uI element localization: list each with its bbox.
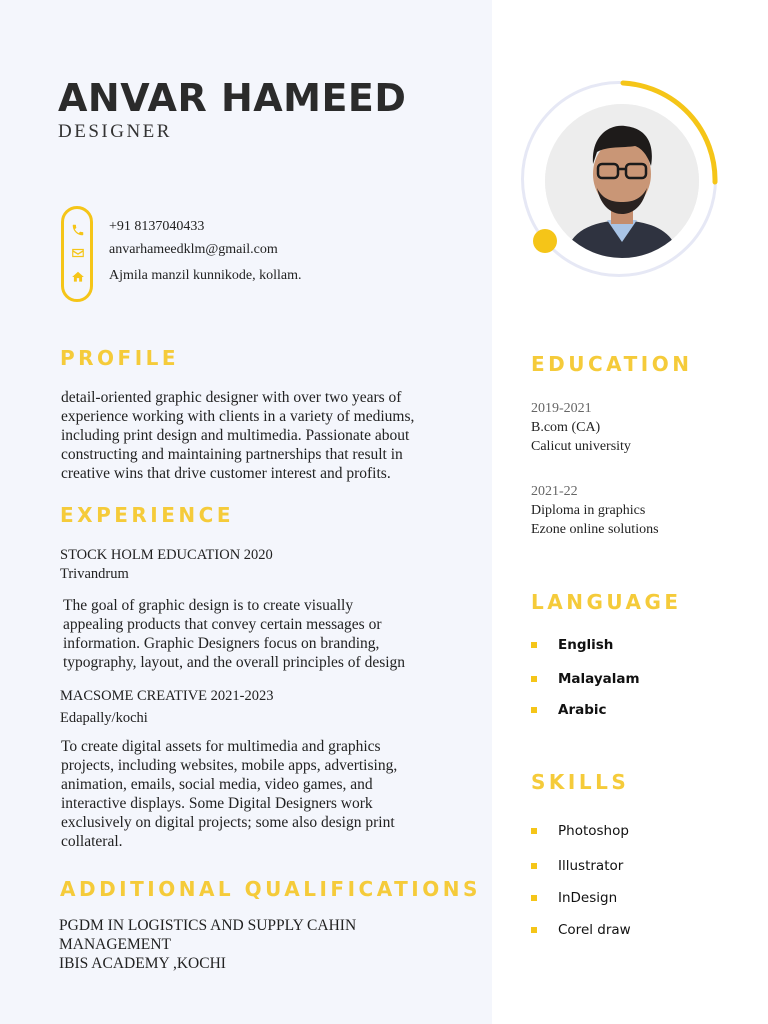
profile-text	[61, 388, 414, 483]
job-line: To create digital assets for multimedia and graphics	[61, 738, 381, 755]
skill-item	[531, 823, 629, 839]
education-degree: Diploma in graphics	[531, 503, 646, 518]
language-item	[531, 702, 607, 718]
decorative-dot	[533, 229, 557, 253]
job-company: STOCK HOLM EDUCATION 2020	[60, 547, 273, 563]
job-location: Edapally/kochi	[60, 710, 148, 726]
job-line: interactive displays. Some Digital Designers work	[61, 795, 373, 812]
skill-label: InDesign	[558, 890, 618, 906]
candidate-role: DESIGNER	[58, 121, 172, 142]
decorative-arc	[510, 70, 730, 290]
profile-line: creative wins that drive customer interest and profits.	[61, 465, 391, 482]
qualification-line: MANAGEMENT	[59, 936, 171, 953]
additional-qualifications-text	[59, 916, 356, 973]
language-label: English	[558, 637, 614, 653]
bullet-icon	[531, 707, 537, 713]
profile-line: constructing and maintaining partnerships that result in	[61, 446, 403, 463]
profile-heading: PROFILE	[60, 346, 180, 370]
additional-qualifications-heading: ADDITIONAL QUALIFICATIONS	[60, 877, 481, 901]
education-school: Ezone online solutions	[531, 522, 659, 537]
mail-icon	[71, 246, 85, 260]
education-school: Calicut university	[531, 439, 631, 454]
language-item	[531, 671, 640, 687]
skill-item	[531, 922, 631, 938]
bullet-icon	[531, 895, 537, 901]
bullet-icon	[531, 927, 537, 933]
education-degree: B.com (CA)	[531, 420, 601, 435]
job-location: Trivandrum	[60, 566, 129, 582]
skills-heading: SKILLS	[531, 770, 630, 794]
job-line: The goal of graphic design is to create visually	[63, 597, 354, 614]
job-line: projects, including websites, mobile apps, advertising,	[61, 757, 398, 774]
job-line: appealing products that convey certain messages or	[63, 616, 382, 633]
language-label: Malayalam	[558, 671, 640, 687]
email-address: anvarhameedklm@gmail.com	[109, 242, 278, 257]
skill-item	[531, 890, 617, 906]
language-label: Arabic	[558, 702, 607, 718]
profile-line: including print design and multimedia. Passionate about	[61, 427, 410, 444]
phone-icon	[71, 223, 85, 237]
contact-icon-pill	[61, 206, 93, 302]
phone-number: +91 8137040433	[109, 219, 205, 234]
skill-label: Corel draw	[558, 922, 631, 938]
bullet-icon	[531, 828, 537, 834]
qualification-line: IBIS ACADEMY ,KOCHI	[59, 955, 226, 972]
home-address: Ajmila manzil kunnikode, kollam.	[109, 268, 302, 283]
language-heading: LANGUAGE	[531, 590, 682, 614]
job-description	[63, 596, 405, 672]
job-line: animation, emails, social media, video games, and	[61, 776, 373, 793]
skill-item	[531, 858, 623, 874]
bullet-icon	[531, 642, 537, 648]
job-line: information. Graphic Designers focus on branding,	[63, 635, 380, 652]
job-line: typography, layout, and the overall principles of design	[63, 654, 406, 671]
bullet-icon	[531, 863, 537, 869]
bullet-icon	[531, 676, 537, 682]
qualification-line: PGDM IN LOGISTICS AND SUPPLY CAHIN	[59, 917, 357, 934]
profile-line: detail-oriented graphic designer with over two years of	[61, 389, 402, 406]
experience-heading: EXPERIENCE	[60, 503, 234, 527]
profile-line: experience working with clients in a variety of mediums,	[61, 408, 415, 425]
job-line: collateral.	[61, 833, 123, 850]
language-item	[531, 637, 613, 653]
education-years: 2019-2021	[531, 401, 592, 416]
job-company: MACSOME CREATIVE 2021-2023	[60, 688, 274, 704]
skill-label: Illustrator	[558, 858, 624, 874]
education-heading: EDUCATION	[531, 352, 693, 376]
home-icon	[71, 270, 85, 284]
job-description	[61, 737, 397, 851]
job-line: exclusively on digital projects; some also design print	[61, 814, 395, 831]
education-years: 2021-22	[531, 484, 578, 499]
skill-label: Photoshop	[558, 823, 629, 839]
candidate-name: ANVAR HAMEED	[58, 76, 407, 120]
